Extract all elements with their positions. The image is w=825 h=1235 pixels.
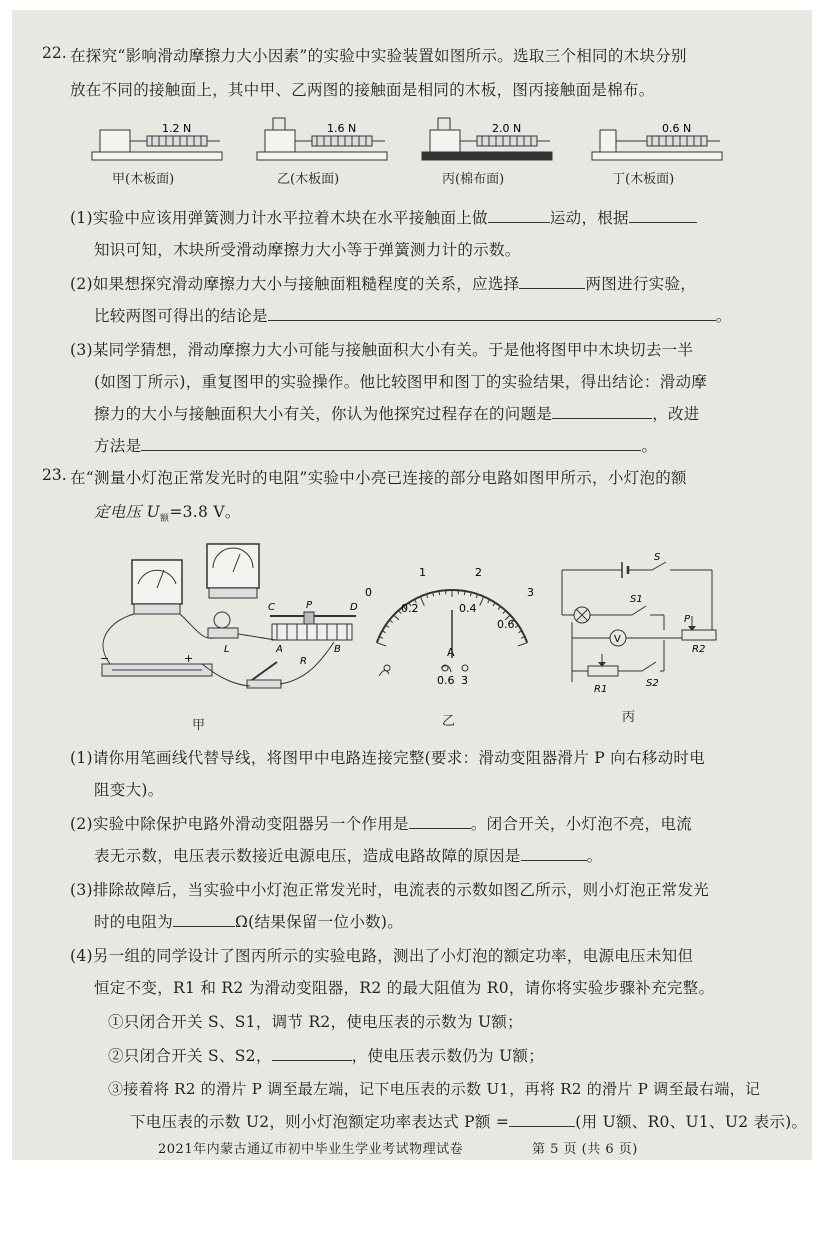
- footer-page: 第 5 页 (共 6 页): [532, 1142, 638, 1157]
- q23-stem-line1: 在“测量小灯泡正常发光时的电阻”实验中小亮已连接的部分电路如图甲所示，小灯泡的额: [70, 469, 687, 487]
- dial-bottom-2: 0.4: [459, 602, 477, 615]
- force-reading-0: 1.2 N: [162, 122, 192, 135]
- dial-bottom-3: 0.6: [497, 618, 515, 631]
- dial-top-2: 2: [475, 566, 482, 579]
- q23-p1-line2: 阻变大)。: [94, 781, 164, 799]
- svg-text:+: +: [184, 652, 194, 665]
- label-C: C: [268, 602, 275, 613]
- blank: [488, 207, 550, 223]
- q22-stem-line1: 在探究“影响滑动摩擦力大小因素”的实验中实验装置如图所示。选取三个相同的木块分别: [70, 47, 687, 65]
- q23-p1-line1: (1)请你用笔画线代替导线，将图甲中电路连接完整(要求：滑动变阻器滑片 P 向右移动时电: [70, 749, 705, 767]
- q23-p2-line1: (2)实验中除保护电路外滑动变阻器另一个作用是 。闭合开关，小灯泡不亮，电流: [70, 815, 693, 833]
- q23-step3-line2: 下电压表的示数 U2，则小灯泡额定功率表达式 P额 = (用 U额、R0、U1、U2 表示)。: [130, 1113, 808, 1131]
- fig-ding-caption: 丁(木板面): [612, 172, 675, 187]
- q22-number: 22.: [42, 44, 67, 62]
- label-R1: R1: [594, 684, 608, 695]
- blank: [519, 273, 585, 289]
- force-reading-1: 1.6 N: [327, 122, 357, 135]
- friction-figure-0: [92, 122, 222, 160]
- blank: [552, 403, 652, 419]
- label-B: B: [334, 644, 341, 655]
- q22-p3-line3: 擦力的大小与接触面积大小有关，你认为他探究过程存在的问题是 ，改进: [94, 405, 700, 423]
- q22-p1-line2: 知识可知，木块所受滑动摩擦力大小等于弹簧测力计的示数。: [94, 241, 521, 259]
- label-V: V: [614, 634, 621, 645]
- q23-step2: ②只闭合开关 S、S2， ，使电压表示数仍为 U额；: [108, 1047, 545, 1065]
- friction-figure-3: [592, 122, 722, 160]
- label-R2: R2: [692, 644, 706, 655]
- q22-p1-line1: (1)实验中应该用弹簧测力计水平拉着木块在水平接触面上做 运动，根据: [70, 206, 697, 228]
- fig-yi-caption: 乙(木板面): [277, 172, 340, 187]
- force-reading-2: 2.0 N: [492, 122, 522, 135]
- q22-p3-line2: (如图丁所示)，重复图甲的实验操作。他比较图甲和图丁的实验结果，得出结论：滑动摩: [94, 373, 708, 391]
- friction-figure-1: [257, 118, 387, 160]
- fig-bing-label: 丙: [622, 710, 636, 725]
- q22-p3-line1: (3)某同学猜想，滑动摩擦力大小可能与接触面积大小有关。于是他将图甲中木块切去一半: [70, 341, 694, 359]
- q23-step3-line1: ③接着将 R2 的滑片 P 调至最左端，记下电压表的示数 U1，再将 R2 的滑片 P 调至最右端，记: [108, 1080, 761, 1098]
- q23-stem-line2: 定电压 $U_额=3.8$ V。: [94, 503, 241, 525]
- svg-text:−: −: [100, 652, 110, 665]
- q23-p4-line2: 恒定不变，R1 和 R2 为滑动变阻器，R2 的最大阻值为 R0，请你将实验步骤补充完整。: [94, 979, 715, 997]
- label-D: D: [350, 602, 358, 613]
- q22-p2-line1: (2)如果想探究滑动摩擦力大小与接触面粗糙程度的关系，应选择 两图进行实验，: [70, 275, 697, 293]
- ammeter-dial-figure: [357, 560, 547, 690]
- exam-page: [12, 10, 812, 1160]
- terminal-0-6: 0.6: [437, 674, 455, 687]
- circuit-apparatus-figure: [72, 540, 372, 710]
- label-S1: S1: [630, 594, 643, 605]
- schematic-figure: [552, 550, 732, 695]
- force-reading-3: 0.6 N: [662, 122, 692, 135]
- blank: [141, 435, 641, 451]
- q23-p2-line2: 表无示数，电压表示数接近电源电压，造成电路故障的原因是 。: [94, 847, 603, 865]
- q23-p4-line1: (4)另一组的同学设计了图丙所示的实验电路，测出了小灯泡的额定功率，电源电压未知但: [70, 947, 694, 965]
- blank: [629, 207, 697, 223]
- fig-bing-caption: 丙(棉布面): [442, 172, 505, 187]
- q23-p3-line2: 时的电阻为 Ω(结果保留一位小数)。: [94, 913, 404, 931]
- label-A: A: [276, 644, 283, 655]
- q22-p2-line2: 比较两图可得出的结论是 。: [94, 307, 732, 325]
- q22-p3-line4: 方法是 。: [94, 437, 658, 455]
- dial-unit: A: [447, 646, 455, 659]
- label-P: P: [306, 600, 313, 611]
- blank: [521, 845, 587, 861]
- fig-jia-caption: 甲(木板面): [112, 172, 175, 187]
- q23-p3-line1: (3)排除故障后，当实验中小灯泡正常发光时，电流表的示数如图乙所示，则小灯泡正常发光: [70, 881, 710, 899]
- fig-yi-label: 乙: [442, 714, 456, 729]
- label-S: S: [654, 552, 661, 563]
- q22-stem-line2: 放在不同的接触面上，其中甲、乙两图的接触面是相同的木板，图丙接触面是棉布。: [70, 81, 655, 99]
- q23-number: 23.: [42, 466, 67, 484]
- dial-top-3: 3: [527, 586, 534, 599]
- dial-top-1: 1: [419, 566, 426, 579]
- fig-jia-label: 甲: [192, 718, 206, 733]
- label-P-bing: P: [684, 614, 691, 625]
- footer-title: 2021年内蒙古通辽市初中毕业生学业考试物理试卷: [158, 1142, 464, 1157]
- label-S2: S2: [646, 678, 659, 689]
- dial-bottom-1: 0.2: [401, 602, 419, 615]
- dial-top-0: 0: [365, 586, 372, 599]
- blank: [509, 1111, 575, 1127]
- label-L: L: [224, 644, 230, 655]
- terminal-3: 3: [461, 674, 468, 687]
- blank: [268, 305, 716, 321]
- q23-step1: ①只闭合开关 S、S1，调节 R2，使电压表的示数为 U额；: [108, 1013, 523, 1031]
- blank: [173, 911, 235, 927]
- blank: [409, 813, 471, 829]
- label-R: R: [300, 656, 307, 667]
- blank: [272, 1045, 352, 1061]
- friction-figure-2: [422, 118, 552, 160]
